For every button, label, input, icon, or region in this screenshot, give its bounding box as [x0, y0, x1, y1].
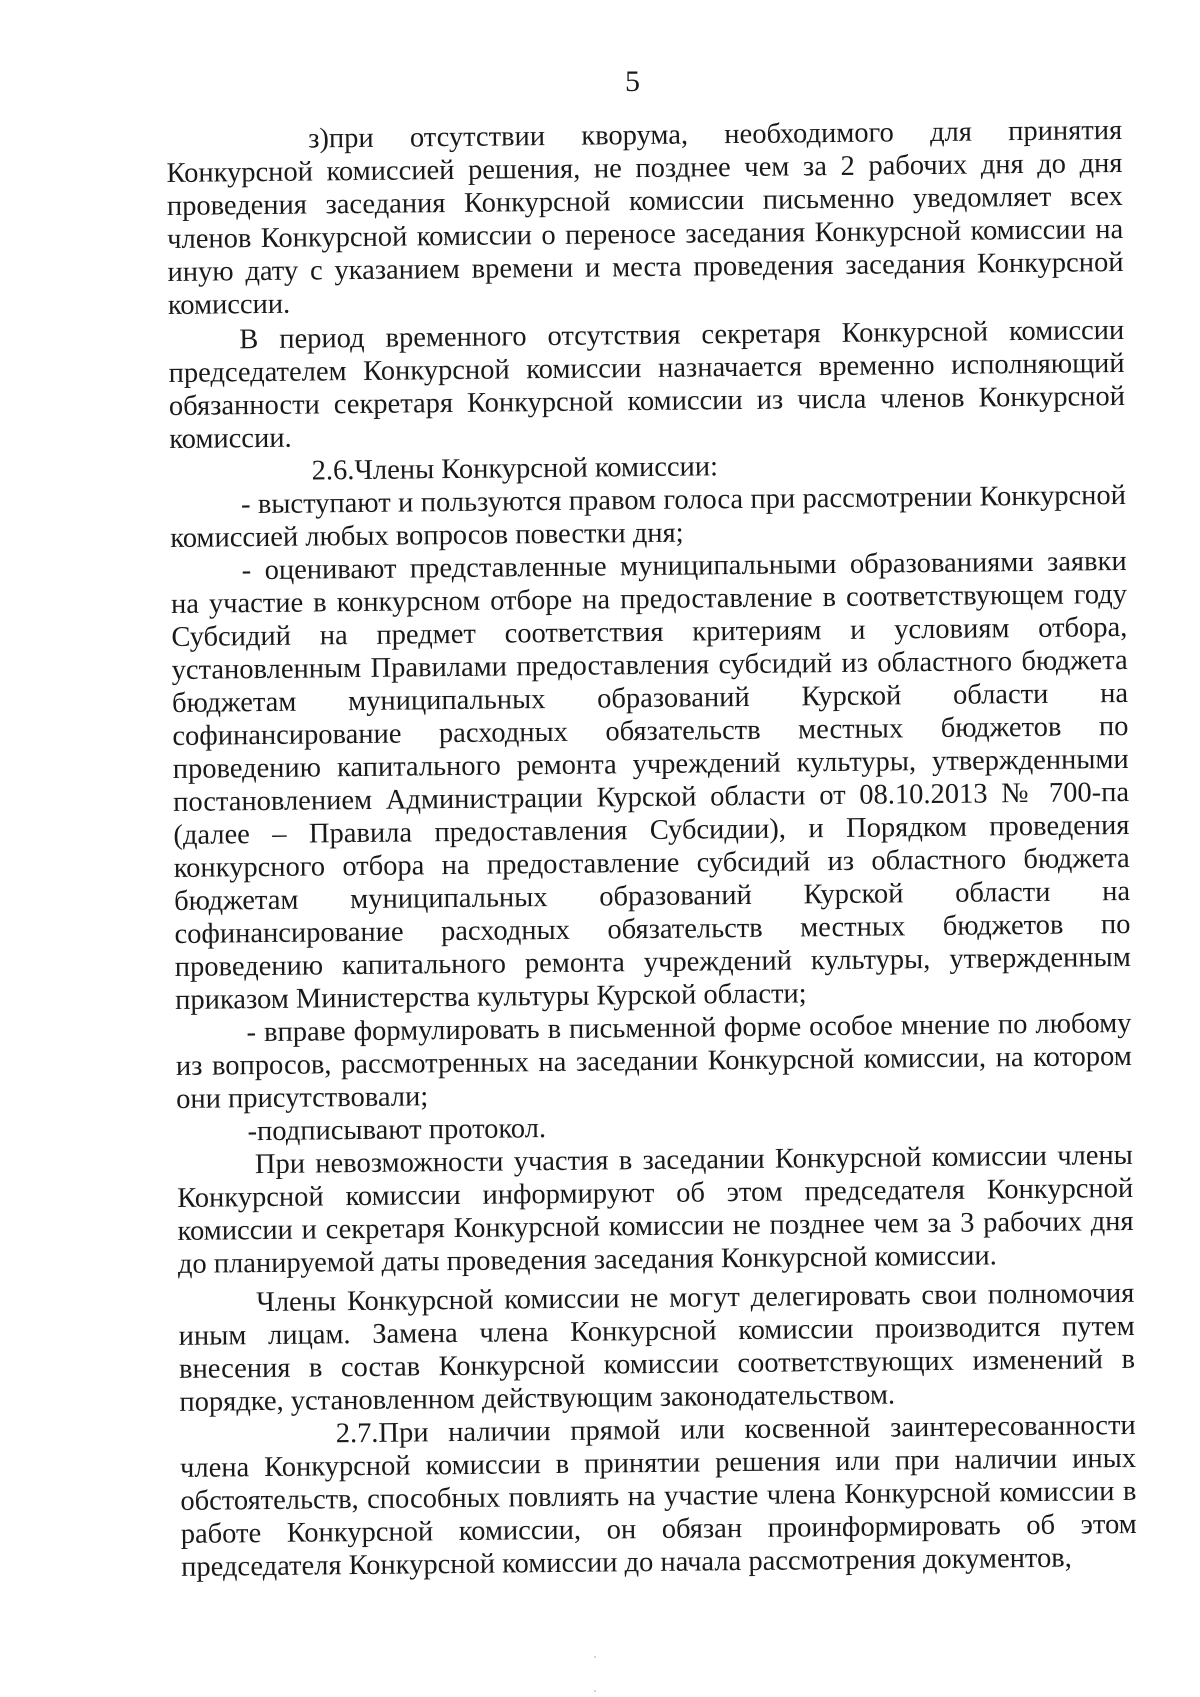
list-item-voting: - выступают и пользуются правом голоса при рассмотрении Конкурсной комиссией любых вопросов повестки дня;: [170, 479, 1127, 554]
page-number: 5: [625, 65, 640, 98]
scan-speck: [594, 1690, 596, 1692]
list-item-evaluation: - оценивают представленные муниципальными образованиями заявки на участие в конкурсном отборе на предоставление в соответствующем году Субсидий на предмет соответствия критериям и условиям отбора, установленным Правилами предоставления субсидий из областного бюджета бюджетам муниципальных образований Курской области на софинансирование расходных обязательств местных бюджетов по проведению капитального ремонта учреждений культуры, утвержденными постановлением Администрации Курской области от 08.10.2013 № 700-па (далее – Правила предоставления Субсидии), и Порядком проведения конкурсного отбора на предоставление субсидий из областного бюджета бюджетам муниципальных образований Курской области на софинансирование расходных обязательств местных бюджетов по проведению капитального ремонта учреждений культуры, утвержденным приказом Министерства культуры Курской области;: [170, 545, 1131, 1016]
document-body: [166, 114, 1137, 1584]
paragraph-item-z: [166, 114, 1124, 322]
list-item-protocol: -подписывают протокол.: [247, 1113, 547, 1148]
section-number: 2.6.: [311, 455, 355, 487]
paragraph-secretary-absence: В период временного отсутствия секретаря Конкурсной комиссии председателем Конкурсной комиссии назначается временно исполняющий обязанности секретаря Конкурсной комиссии из числа членов Конкурсной комиссии.: [168, 314, 1126, 455]
list-item-opinion: - вправе формулировать в письменной форме особое мнение по любому из вопросов, рассмотренных на заседании Конкурсной комиссии, на котором они присутствовали;: [175, 1007, 1132, 1115]
section-number: 2.7.: [335, 1417, 379, 1450]
item-number: з): [308, 123, 330, 155]
paragraph-item-2-7: [180, 1409, 1138, 1584]
paragraph-delegation: Члены Конкурсной комиссии не могут делегировать свои полномочия иным лицам. Замена члена Конкурсной комиссии производится путем внесения в состав Конкурсной комиссии соответствующих изменений в порядке, установленном действующим законодательством.: [178, 1277, 1136, 1418]
section-heading-text: Члены Конкурсной комиссии:: [354, 451, 719, 487]
paragraph-text: При наличии прямой или косвенной заинтересованности члена Конкурсной комиссии в принятии решения или при наличии иных обстоятельств, способных повлиять на участие члена Конкурсной комиссии в работе Конкурсной комиссии, он обязан проинформировать об этом председателя Конкурсной комиссии до начала рассмотрения документов,: [179, 1409, 1137, 1583]
paragraph-absence-notice: При невозможности участия в заседании Конкурсной комиссии члены Конкурсной комиссии информируют об этом председателя Конкурсной комиссии и секретаря Конкурсной комиссии не позднее чем за 3 рабочих дня до планируемой даты проведения заседания Конкурсной комиссии.: [177, 1139, 1134, 1280]
scan-speck: [594, 1656, 596, 1658]
paragraph-text: при отсутствии кворума, необходимого для принятия Конкурсной комиссией решения, не позднее чем за 2 рабочих дня до дня проведения заседания Конкурсной комиссии письменно уведомляет всех членов Конкурсной комиссии о переносе заседания Конкурсной комиссии на иную дату с указанием времени и места проведения заседания Конкурсной комиссии.: [166, 114, 1124, 321]
